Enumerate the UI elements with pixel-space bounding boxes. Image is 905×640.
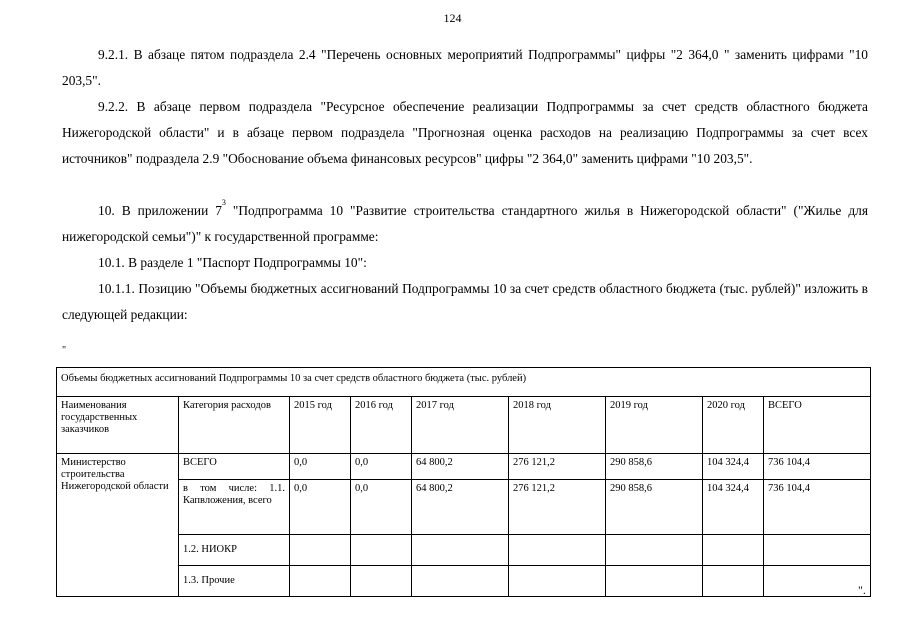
value-cell: 0,0 [351, 480, 412, 535]
category-cell: 1.3. Прочие [179, 566, 290, 597]
header-cell: 2020 год [703, 397, 764, 454]
closing-quote: ". [858, 583, 866, 597]
header-cell: Наименования государственных заказчиков [57, 397, 179, 454]
header-cell: 2016 год [351, 397, 412, 454]
budget-table [56, 367, 871, 597]
header-cell: Категория расходов [179, 397, 290, 454]
table-row [57, 535, 871, 566]
value-cell [703, 535, 764, 566]
header-cell: 2017 год [412, 397, 509, 454]
paragraph-10 [62, 198, 868, 250]
table-title-row [57, 368, 871, 397]
value-cell [351, 535, 412, 566]
value-cell [412, 566, 509, 597]
value-cell [606, 566, 703, 597]
value-cell [703, 566, 764, 597]
header-cell: ВСЕГО [764, 397, 871, 454]
value-cell: 0,0 [290, 454, 351, 480]
value-cell: 0,0 [351, 454, 412, 480]
category-cell: ВСЕГО [179, 454, 290, 480]
table-title: Объемы бюджетных ассигнований Подпрограммы 10 за счет средств областного бюджета (тыс. рублей) [57, 368, 871, 397]
table-row [57, 566, 871, 597]
value-cell [606, 535, 703, 566]
value-cell: 736 104,4 [764, 454, 871, 480]
paragraph-text: 9.2.1. В абзаце пятом подраздела 2.4 "Перечень основных мероприятий Подпрограммы" цифры "2 364,0 " заменить цифрами "10 203,5". [62, 47, 868, 88]
value-cell [764, 566, 871, 597]
value-cell: 276 121,2 [509, 454, 606, 480]
value-cell [509, 535, 606, 566]
value-cell: 64 800,2 [412, 454, 509, 480]
opening-quote: " [62, 345, 67, 356]
page-number: 124 [443, 11, 462, 25]
value-cell [764, 535, 871, 566]
paragraph-text: 10. В приложении 7 [98, 203, 222, 218]
header-cell: 2018 год [509, 397, 606, 454]
paragraph-text: 9.2.2. В абзаце первом подраздела "Ресурсное обеспечение реализации Подпрограммы за счет средств областного бюджета Нижегородской области" и в абзаце первом подраздела "Прогнозная оценка расходов на реализацию Подпрограммы за счет всех источников" подраздела 2.9 "Обоснование объема финансовых ресурсов" цифры "2 364,0" заменить цифрами "10 203,5". [62, 99, 868, 166]
value-cell [290, 535, 351, 566]
value-cell [290, 566, 351, 597]
table-row [57, 454, 871, 480]
customer-cell: Министерство строительства Нижегородской области [57, 454, 179, 597]
category-cell: 1.2. НИОКР [179, 535, 290, 566]
value-cell: 276 121,2 [509, 480, 606, 535]
category-cell: в том числе: 1.1. Капвложения, всего [179, 480, 290, 535]
table-row [57, 480, 871, 535]
table-header-row [57, 397, 871, 454]
superscript: 3 [221, 197, 226, 207]
paragraph-9-2-2 [62, 94, 868, 172]
paragraph-text: 10.1. В разделе 1 "Паспорт Подпрограммы 10": [98, 255, 367, 270]
value-cell: 64 800,2 [412, 480, 509, 535]
header-cell: 2019 год [606, 397, 703, 454]
header-cell: 2015 год [290, 397, 351, 454]
value-cell: 736 104,4 [764, 480, 871, 535]
value-cell: 104 324,4 [703, 454, 764, 480]
paragraph-10-1-1 [62, 276, 868, 328]
paragraph-10-1 [62, 250, 868, 276]
value-cell: 104 324,4 [703, 480, 764, 535]
value-cell: 0,0 [290, 480, 351, 535]
paragraph-text: "Подпрограмма 10 "Развитие строительства стандартного жилья в Нижегородской области" ("Жилье для нижегородской семьи")" к государственной программе: [62, 203, 868, 244]
paragraph-text: 10.1.1. Позицию "Объемы бюджетных ассигнований Подпрограммы 10 за счет средств областного бюджета (тыс. рублей)" изложить в следующей редакции: [62, 281, 868, 322]
paragraph-9-2-1 [62, 42, 868, 94]
value-cell: 290 858,6 [606, 480, 703, 535]
value-cell: 290 858,6 [606, 454, 703, 480]
value-cell [412, 535, 509, 566]
value-cell [351, 566, 412, 597]
value-cell [509, 566, 606, 597]
